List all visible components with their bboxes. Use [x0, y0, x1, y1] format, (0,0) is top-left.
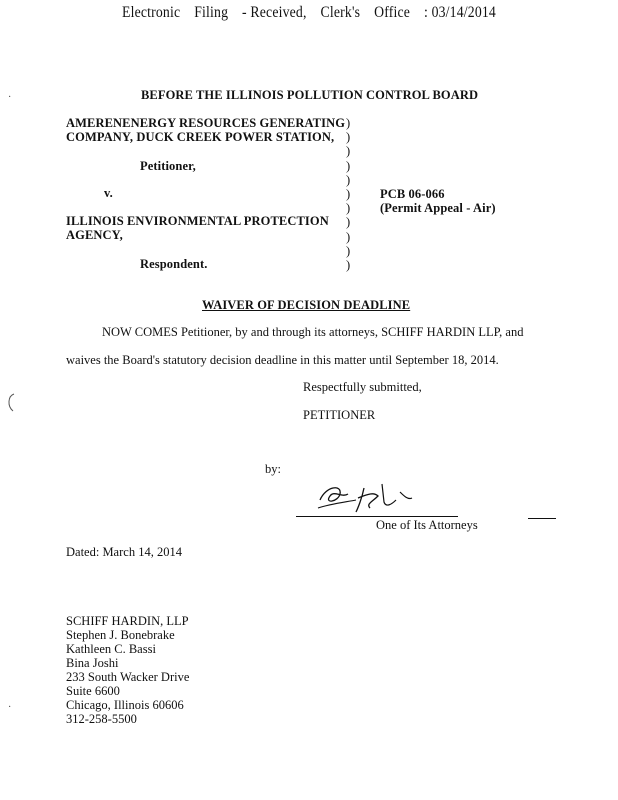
party-name: PETITIONER: [303, 408, 376, 422]
caption-paren: ): [346, 187, 351, 202]
signature-line-stub: [528, 518, 556, 519]
attorney-name: Kathleen C. Bassi: [66, 642, 156, 656]
caption-paren: ): [346, 201, 351, 216]
signature-role: One of Its Attorneys: [376, 518, 478, 532]
filing-stamp-header: [43, 4, 574, 22]
header-office: Office: [374, 4, 411, 21]
header-electronic: Electronic: [122, 4, 181, 21]
by-label: by:: [265, 462, 281, 476]
respondent-role: Respondent.: [140, 257, 208, 271]
caption-paren: ): [346, 144, 351, 159]
header-received: - Received,: [242, 4, 307, 21]
document-title: WAIVER OF DECISION DEADLINE: [202, 298, 411, 312]
body-line-1: NOW COMES Petitioner, by and through its attorneys, SCHIFF HARDIN LLP, and: [102, 325, 524, 339]
header-date: : 03/14/2014: [423, 4, 496, 21]
versus: v.: [104, 186, 113, 200]
attorney-name: Stephen J. Bonebrake: [66, 628, 175, 642]
petitioner-role: Petitioner,: [140, 159, 196, 173]
case-number: PCB 06-066: [380, 187, 445, 201]
caption-paren: ): [346, 158, 351, 173]
caption-paren: ): [346, 243, 351, 258]
respondent-name-line2: AGENCY,: [66, 228, 123, 242]
caption-paren-column: [346, 116, 350, 272]
case-type: (Permit Appeal - Air): [380, 201, 496, 215]
firm-city: Chicago, Illinois 60606: [66, 698, 184, 712]
firm-name: SCHIFF HARDIN, LLP: [66, 614, 189, 628]
caption-paren: ): [346, 130, 351, 145]
caption-paren: ): [346, 116, 351, 130]
attorney-name: Bina Joshi: [66, 656, 119, 670]
board-title: BEFORE THE ILLINOIS POLLUTION CONTROL BOARD: [141, 88, 479, 102]
header-clerks: Clerk's: [320, 4, 361, 21]
caption-paren: ): [346, 258, 351, 273]
scan-artifact-mark: [4, 392, 18, 414]
firm-suite: Suite 6600: [66, 684, 120, 698]
respectfully-submitted: Respectfully submitted,: [303, 380, 422, 394]
header-filing: Filing: [194, 4, 229, 21]
respondent-name-line1: ILLINOIS ENVIRONMENTAL PROTECTION: [66, 214, 329, 228]
caption-paren: ): [346, 172, 351, 187]
signature-line: [296, 516, 458, 517]
scan-artifact-dot: ·: [8, 92, 12, 103]
petitioner-name-line2: COMPANY, DUCK CREEK POWER STATION,: [66, 130, 335, 144]
petitioner-name-line1: AMERENENERGY RESOURCES GENERATING: [66, 116, 346, 130]
firm-phone: 312-258-5500: [66, 712, 137, 726]
dated-line: Dated: March 14, 2014: [66, 545, 182, 559]
caption-paren: ): [346, 215, 351, 230]
firm-street: 233 South Wacker Drive: [66, 670, 190, 684]
caption-paren: ): [346, 229, 351, 244]
body-line-2: waives the Board's statutory decision deadline in this matter until September 18, 2014.: [66, 353, 499, 367]
scan-artifact-dot: ·: [8, 702, 12, 713]
attorney-signature: [312, 478, 422, 516]
